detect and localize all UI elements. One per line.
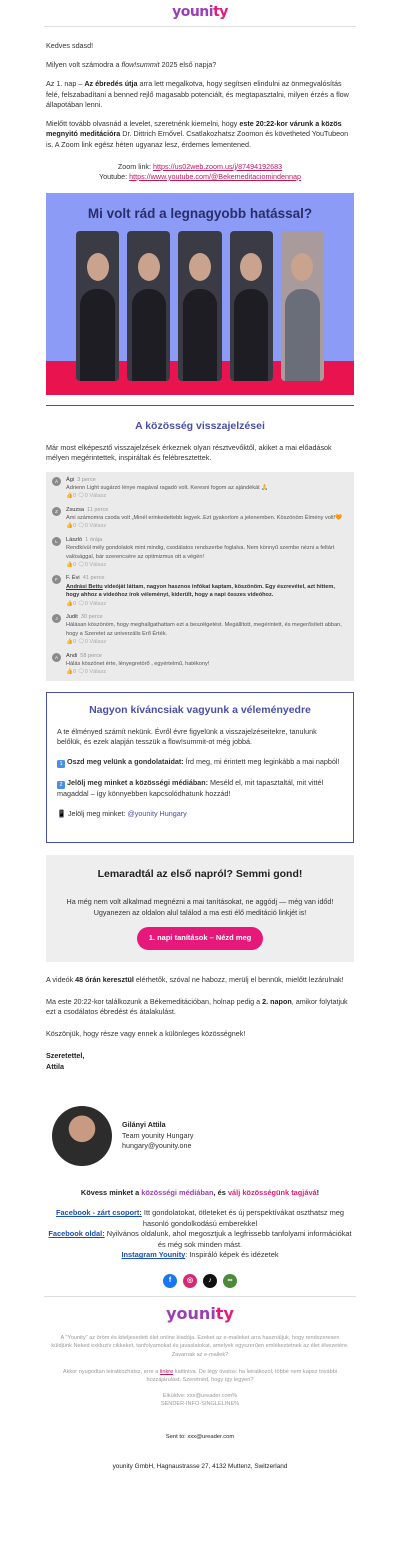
comment-author: Judit [66,614,78,620]
comment-mention: Andrási Bettu [66,583,103,590]
avatar: L [52,537,61,546]
missed-text: Ha még nem volt alkalmad megnézni a mai tanításokat, ne aggódj — még van időd! Ugyanezen az oldalon alul találod a ma esti élő meditáció linkjét is! [66,897,334,917]
comment-time: 30 perce [80,614,103,620]
sent-to: Sent to: xxx@ureader.com [165,1433,235,1440]
speaker-photo [76,231,119,381]
feedback-intro: A te élményed számít nekünk. Évről évre figyelünk a visszajelzéseitekre, tanulunk belőlük, és ezek alapján tesszük a flow!summit-ot még jobbá. [57,726,317,746]
comment-time: 11 perce [87,506,109,513]
intro-paragraph-2: Mielőtt tovább olvasnád a levelet, szeretnénk kiemelni, hogy este 20:22-kor várunk a közös megnyitó meditációra Dr. Dittrich Ernővel. Csatlakozhatsz Zoomon és követheted YouTubeon is. A Zoom link egész héten ugyanaz lesz, érdemes lementened. [46,119,349,149]
comment-actions: 👍0 🗨0 Válasz [66,600,107,607]
closing-paragraph-1: A videók 48 órán keresztül elérhetők, szóval ne habozz, merülj el bennük, mielőtt lezárulnak! [46,974,344,984]
comment-item [52,574,348,608]
social-icons [46,1274,354,1288]
footer-divider [44,1296,356,1297]
comment-actions: 👍0 🗨0 Válasz [66,562,107,569]
comment-text: Andrási Bettu videóját láttam, nagyon hasznos infókat kaptam, köszönöm. Egy észrevétel, azt hittem, hogy ahhoz a videóhoz írok véleményt, kiderült, hogy a napi összes videóhoz. [66,583,335,599]
phone-icon: 📱 [57,809,66,819]
community-title: A közösség visszajelzései [135,420,265,433]
avatar: J [52,614,61,623]
comment-time: 58 perce [80,652,102,659]
comment-author: László [66,536,83,543]
facebook-group-line: Facebook - zárt csoport: Itt gondolatokat, ötleteket és új perspektívákat oszthatsz meg hasonló gondolkodású emberekkel [56,1208,344,1228]
hero-image[interactable] [46,193,354,395]
signature-block [46,1106,354,1166]
comment-author: Zsuzsa [66,506,85,513]
avatar: F [52,575,61,584]
tag-handle[interactable]: @younity Hungary [127,809,187,819]
comment-text: Adrienn Light sugárzó lénye magával ragadó volt. Keresni fogom az ajándékát 🙏 [66,484,269,491]
signature-name: Gilányi Attila [122,1120,166,1130]
comment-item [52,652,348,677]
missed-title: Lemaradtál az első napról? Semmi gond! [97,867,303,880]
follow-heading: Kövess minket a közösségi médiában, és válj közösségünk tagjává! [80,1187,320,1197]
footer-unsubscribe: Akkor nyugodtan leiratkozhatsz, erre a linkre kattintva. De légy óvatos: ha leiratkozol, többé nem kapsz további hozzájárulást. Szeretnéd, hogy így legyen? [62,1368,338,1384]
speaker-photo [127,231,170,381]
facebook-icon[interactable]: f [163,1274,177,1288]
comment-item [52,506,348,531]
facebook-group-link[interactable]: Facebook - zárt csoport: [56,1208,142,1218]
tag-us-line: 📱 Jelölj meg minket: @younity Hungary [57,809,187,819]
section-divider [46,405,354,406]
hero-title: Mi volt rád a legnagyobb hatással? [87,206,313,222]
facebook-page-link[interactable]: Facebook oldal: [48,1229,105,1239]
link-icon[interactable]: ∞ [223,1274,237,1288]
feedback-title: Nagyon kíváncsiak vagyunk a véleményedre [89,703,311,716]
social-links [46,1208,354,1261]
sender-info: Elküldve: xxx@ureader.com% SENDER-INFO-SINGLELINE% [160,1392,240,1408]
facebook-page-line: Facebook oldal: Nyilvános oldalunk, ahol megosztjuk a legfrissebb tanfolyami információkat és még sok minden mást. [48,1229,352,1249]
comment-item [52,613,348,647]
avatar: Z [52,507,61,516]
closing-paragraph-3: Köszönjük, hogy része vagy ennek a különleges közösségnek! [46,1029,246,1039]
zoom-link-line: Zoom link: https://us02web.zoom.us/j/87494192683 [117,161,283,171]
comment-time: 41 perce [82,575,105,582]
signature-email[interactable]: hungary@younity.one [122,1140,192,1150]
comment-text: Hálás köszönet érte, lényegretörő , egyértelmű, hatékony! [66,660,210,667]
watch-day1-button[interactable]: 1. napi tanítások – Nézd meg [137,927,264,950]
question-line: Milyen volt számodra a flow!summit 2025 első napja? [46,60,217,70]
closing-paragraph-2: Ma este 20:22-kor találkozunk a Békemeditációban, holnap pedig a 2. napon, amikor folytatjuk ezt a csodálatos ébredést és átalakulást. [46,996,348,1016]
instagram-line: Instagram Younity: Inspiráló képek és idézetek [121,1250,279,1260]
youtube-link[interactable]: https://www.youtube.com/@Bekemeditaciomindennap [129,171,302,181]
keycap-two-icon: 2 [57,781,65,789]
greeting: Kedves sdasd! [46,41,94,50]
comment-item [52,476,348,501]
footer-logo[interactable]: younity [166,1303,234,1323]
signoff: Szeretettel, Attila [46,1051,85,1071]
comments-screenshot [46,472,354,681]
younity-logo[interactable]: younity [172,4,228,21]
intro-paragraph-1: Az 1. nap – Az ébredés útja arra lett megalkotva, hogy segítsen elindulni az önmegvalósítás felé, felszabadítani a benned rejlő magasabb potenciált, és megtapasztalni, milyen érzés a flow állapotában lenni. [46,79,349,109]
comment-item [52,536,348,570]
comment-time: 1 órája [85,536,103,543]
footer-disclaimer: A "Younity" az öröm és kiteljesedett élet online kiadója. Ezeket az e-maileket arra használjuk, hogy rendszeresen küldjünk Neked exkluzív cikkeket, tanfolyamokat és javaslatokat, amelyek egyszerűen emlékeztetnek az élet élvezetére. Zavarnak az e-mailek? [51,1334,349,1358]
avatar: A [52,653,61,662]
comment-time: 3 perce [77,476,96,483]
speaker-photo [281,231,324,381]
comment-author: Andi [66,652,78,659]
feedback-item-2: 2 Jelölj meg minket a közösségi médiában: Meséld el, mit tapasztaltál, mit vittél magaddal – így könnyebben kapcsolódhatunk hozzád! [57,778,324,799]
tiktok-icon[interactable]: ♪ [203,1274,217,1288]
instagram-icon[interactable]: ◎ [183,1274,197,1288]
feedback-item-1: 1 Oszd meg velünk a gondolataidat: Írd meg, mi érintett meg leginkább a mai napból! [57,757,343,768]
comment-author: F. Évi [66,575,80,582]
feedback-box [46,692,354,843]
signature-team: Team younity Hungary [122,1130,194,1140]
missed-day-box [46,855,354,962]
company-address: younity GmbH, Hagnaustrasse 27, 4132 Muttenz, Switzerland [112,1462,288,1470]
comment-text: Rendkívül mély gondolatok mint mindig, csodálatos rendszerbe foglalva. Nem könnyű szembe nézni a feltárt valósággal, bár szerencsére az optimizmus ott a végén! [66,545,335,560]
email-header [44,0,356,27]
speaker-photo [178,231,221,381]
community-intro: Már most elképesztő visszajelzések érkeznek olyan résztvevőktől, akiket a mai előadások mélyen megérintettek, inspiráltak és felébresztettek. [46,443,332,463]
avatar: Á [52,477,61,486]
comment-actions: 👍0 🗨0 Válasz [66,639,107,646]
youtube-link-line: Youtube: https://www.youtube.com/@Bekemeditaciomindennap [98,171,302,181]
comment-text: Ami számomra csoda volt „Minél erinkedettebb legyek..Ezt gyakorlom a jelenemben. Köszönöm Élmény volt!🧡 [66,515,343,522]
comment-actions: 👍0 🗨0 Válasz [66,493,107,500]
unsubscribe-link[interactable]: linkre [159,1368,174,1375]
instagram-link[interactable]: Instagram Younity [121,1250,186,1260]
comment-author: Ági [66,476,75,483]
author-photo [52,1106,112,1166]
speaker-photos [76,231,324,381]
keycap-one-icon: 1 [57,760,65,768]
zoom-link[interactable]: https://us02web.zoom.us/j/87494192683 [153,161,283,171]
comment-text: Hálásan köszönöm, hogy meghallgathattam ezt a beszélgetést. Megállított, megérintett, és megerősített abban, hogy a Szeretet az univerzális Erő Érték. [66,622,342,637]
comment-actions: 👍0 🗨0 Válasz [66,523,107,530]
speaker-photo [230,231,273,381]
email-content [0,41,400,1288]
comment-actions: 👍0 🗨0 Válasz [66,669,107,676]
